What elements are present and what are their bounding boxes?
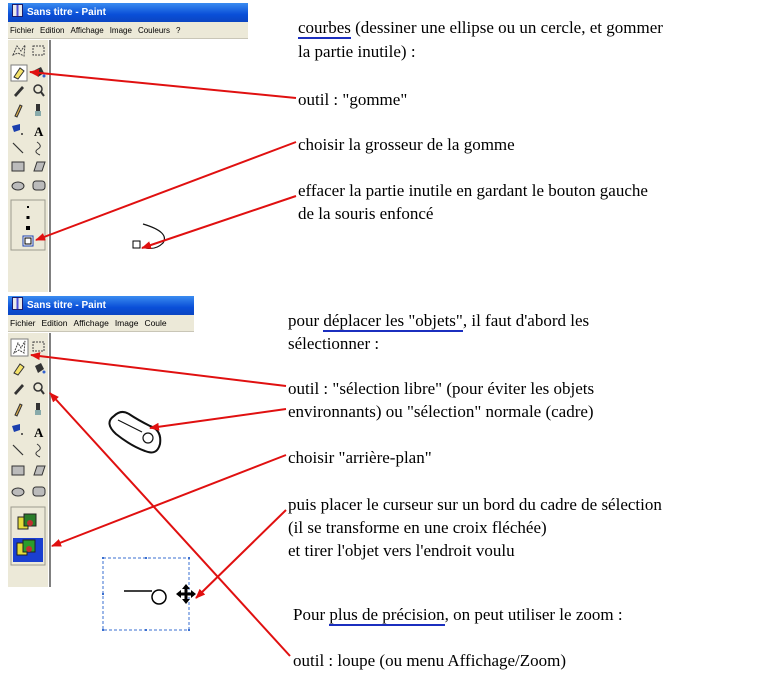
ellipse-icon[interactable]	[12, 182, 24, 190]
airbrush-icon[interactable]	[12, 124, 23, 135]
svg-text:A: A	[34, 425, 44, 440]
rect-select-icon[interactable]	[33, 342, 44, 351]
toolbox-icons	[8, 333, 48, 587]
title-bar[interactable]	[8, 3, 248, 22]
canvas-edge	[49, 333, 51, 587]
section2-intro-line1	[288, 309, 589, 332]
section1-heading-line2: la partie inutile) :	[298, 42, 416, 61]
intro-suffix: , il faut d'abord les	[462, 311, 590, 330]
text-icon[interactable]	[34, 124, 44, 139]
eraser-icon[interactable]	[14, 364, 24, 375]
section1-step3-line1: effacer la partie inutile en gardant le bouton gauche	[298, 181, 648, 200]
rounded-rect-icon[interactable]	[33, 487, 45, 496]
paint-app-icon	[12, 297, 23, 310]
magnifier-icon[interactable]	[34, 85, 44, 96]
section3-line	[293, 603, 623, 626]
paint-window-1	[8, 3, 248, 292]
object-circle	[152, 590, 166, 604]
canvas-edge	[49, 40, 51, 292]
rectangle-icon[interactable]	[12, 466, 24, 475]
toolbox	[8, 40, 48, 292]
move-cursor-icon	[176, 584, 196, 604]
section1-step2: choisir la grosseur de la gomme	[298, 135, 515, 154]
color-picker-icon[interactable]	[14, 384, 24, 395]
rectangle-icon[interactable]	[12, 162, 24, 171]
menu-image[interactable]: Image	[109, 26, 132, 35]
brush-icon[interactable]	[35, 403, 41, 415]
magnifier-icon[interactable]	[34, 383, 44, 394]
menu-affichage[interactable]: Affichage	[73, 318, 109, 328]
heading-rest: (dessiner une ellipse ou un cercle, et gommer	[350, 18, 663, 37]
text-icon[interactable]	[34, 425, 44, 440]
rect-select-icon[interactable]	[33, 46, 44, 55]
keyword-precision: plus de précision	[329, 605, 445, 624]
free-select-icon[interactable]	[13, 45, 25, 56]
menu-image[interactable]: Image	[114, 318, 139, 328]
toolbox	[8, 333, 48, 587]
polygon-icon[interactable]	[34, 466, 45, 475]
keyword-courbes: courbes	[298, 18, 351, 37]
section2-step2: choisir "arrière-plan"	[288, 448, 432, 467]
line-icon[interactable]	[13, 143, 23, 153]
rounded-rect-icon[interactable]	[33, 181, 45, 190]
menu-couleurs[interactable]: Coule	[144, 318, 167, 328]
section2-step3-line3: et tirer l'objet vers l'endroit voulu	[288, 541, 515, 560]
color-picker-icon[interactable]	[14, 86, 24, 97]
keyword-deplacer-objets: déplacer les "objets"	[323, 311, 463, 330]
menu-couleurs[interactable]: Couleurs	[137, 26, 170, 35]
section2-step3-line1: puis placer le curseur sur un bord du cadre de sélection	[288, 495, 662, 514]
section3-step: outil : loupe (ou menu Affichage/Zoom)	[293, 651, 567, 670]
section2-step1-line1: outil : "sélection libre" (pour éviter les objets	[288, 379, 595, 398]
ellipse-icon[interactable]	[12, 488, 24, 496]
menu-bar	[8, 315, 194, 332]
transparent-background-option[interactable]	[13, 538, 43, 562]
menu-affichage[interactable]: Affichage	[70, 26, 104, 35]
arrow-to-move-cursor	[196, 510, 286, 598]
section2-step3-line2: (il se transforme en une croix fléchée)	[288, 518, 547, 537]
window-title: Sans titre - Paint	[27, 300, 106, 311]
window-title: Sans titre - Paint	[27, 7, 106, 18]
menu-edition[interactable]: Edition	[40, 26, 65, 35]
curve-icon[interactable]	[36, 444, 40, 457]
airbrush-icon[interactable]	[12, 424, 23, 435]
title-bar[interactable]	[8, 296, 194, 315]
svg-text:A: A	[34, 124, 44, 139]
curve-icon[interactable]	[36, 142, 40, 155]
opaque-background-option[interactable]	[16, 512, 40, 534]
brush-icon[interactable]	[35, 104, 41, 116]
menu-help[interactable]: ?	[175, 26, 181, 35]
paint-window-2	[8, 296, 194, 587]
section1-step3-line2: de la souris enfoncé	[298, 204, 434, 223]
section3-suffix: , on peut utiliser le zoom :	[444, 605, 623, 624]
menu-fichier[interactable]: Fichier	[10, 26, 35, 35]
line-icon[interactable]	[13, 445, 23, 455]
pencil-icon[interactable]	[15, 105, 22, 117]
intro-prefix: pour	[288, 311, 324, 330]
section2-intro-line2: sélectionner :	[288, 334, 380, 353]
section1-heading-line1	[298, 16, 663, 39]
section2-step1-line2: environnants) ou "sélection" normale (cadre)	[288, 402, 594, 421]
pencil-icon[interactable]	[15, 404, 22, 416]
menu-fichier[interactable]: Fichier	[10, 318, 36, 328]
section1-step1: outil : "gomme"	[298, 90, 408, 109]
paint-app-icon	[12, 4, 23, 17]
menu-edition[interactable]: Edition	[41, 318, 68, 328]
polygon-icon[interactable]	[34, 162, 45, 171]
fill-bucket-icon[interactable]	[35, 363, 46, 374]
toolbox-icons	[8, 40, 48, 292]
section3-prefix: Pour	[293, 605, 330, 624]
fill-bucket-icon[interactable]	[35, 67, 46, 78]
menu-bar	[8, 22, 248, 39]
